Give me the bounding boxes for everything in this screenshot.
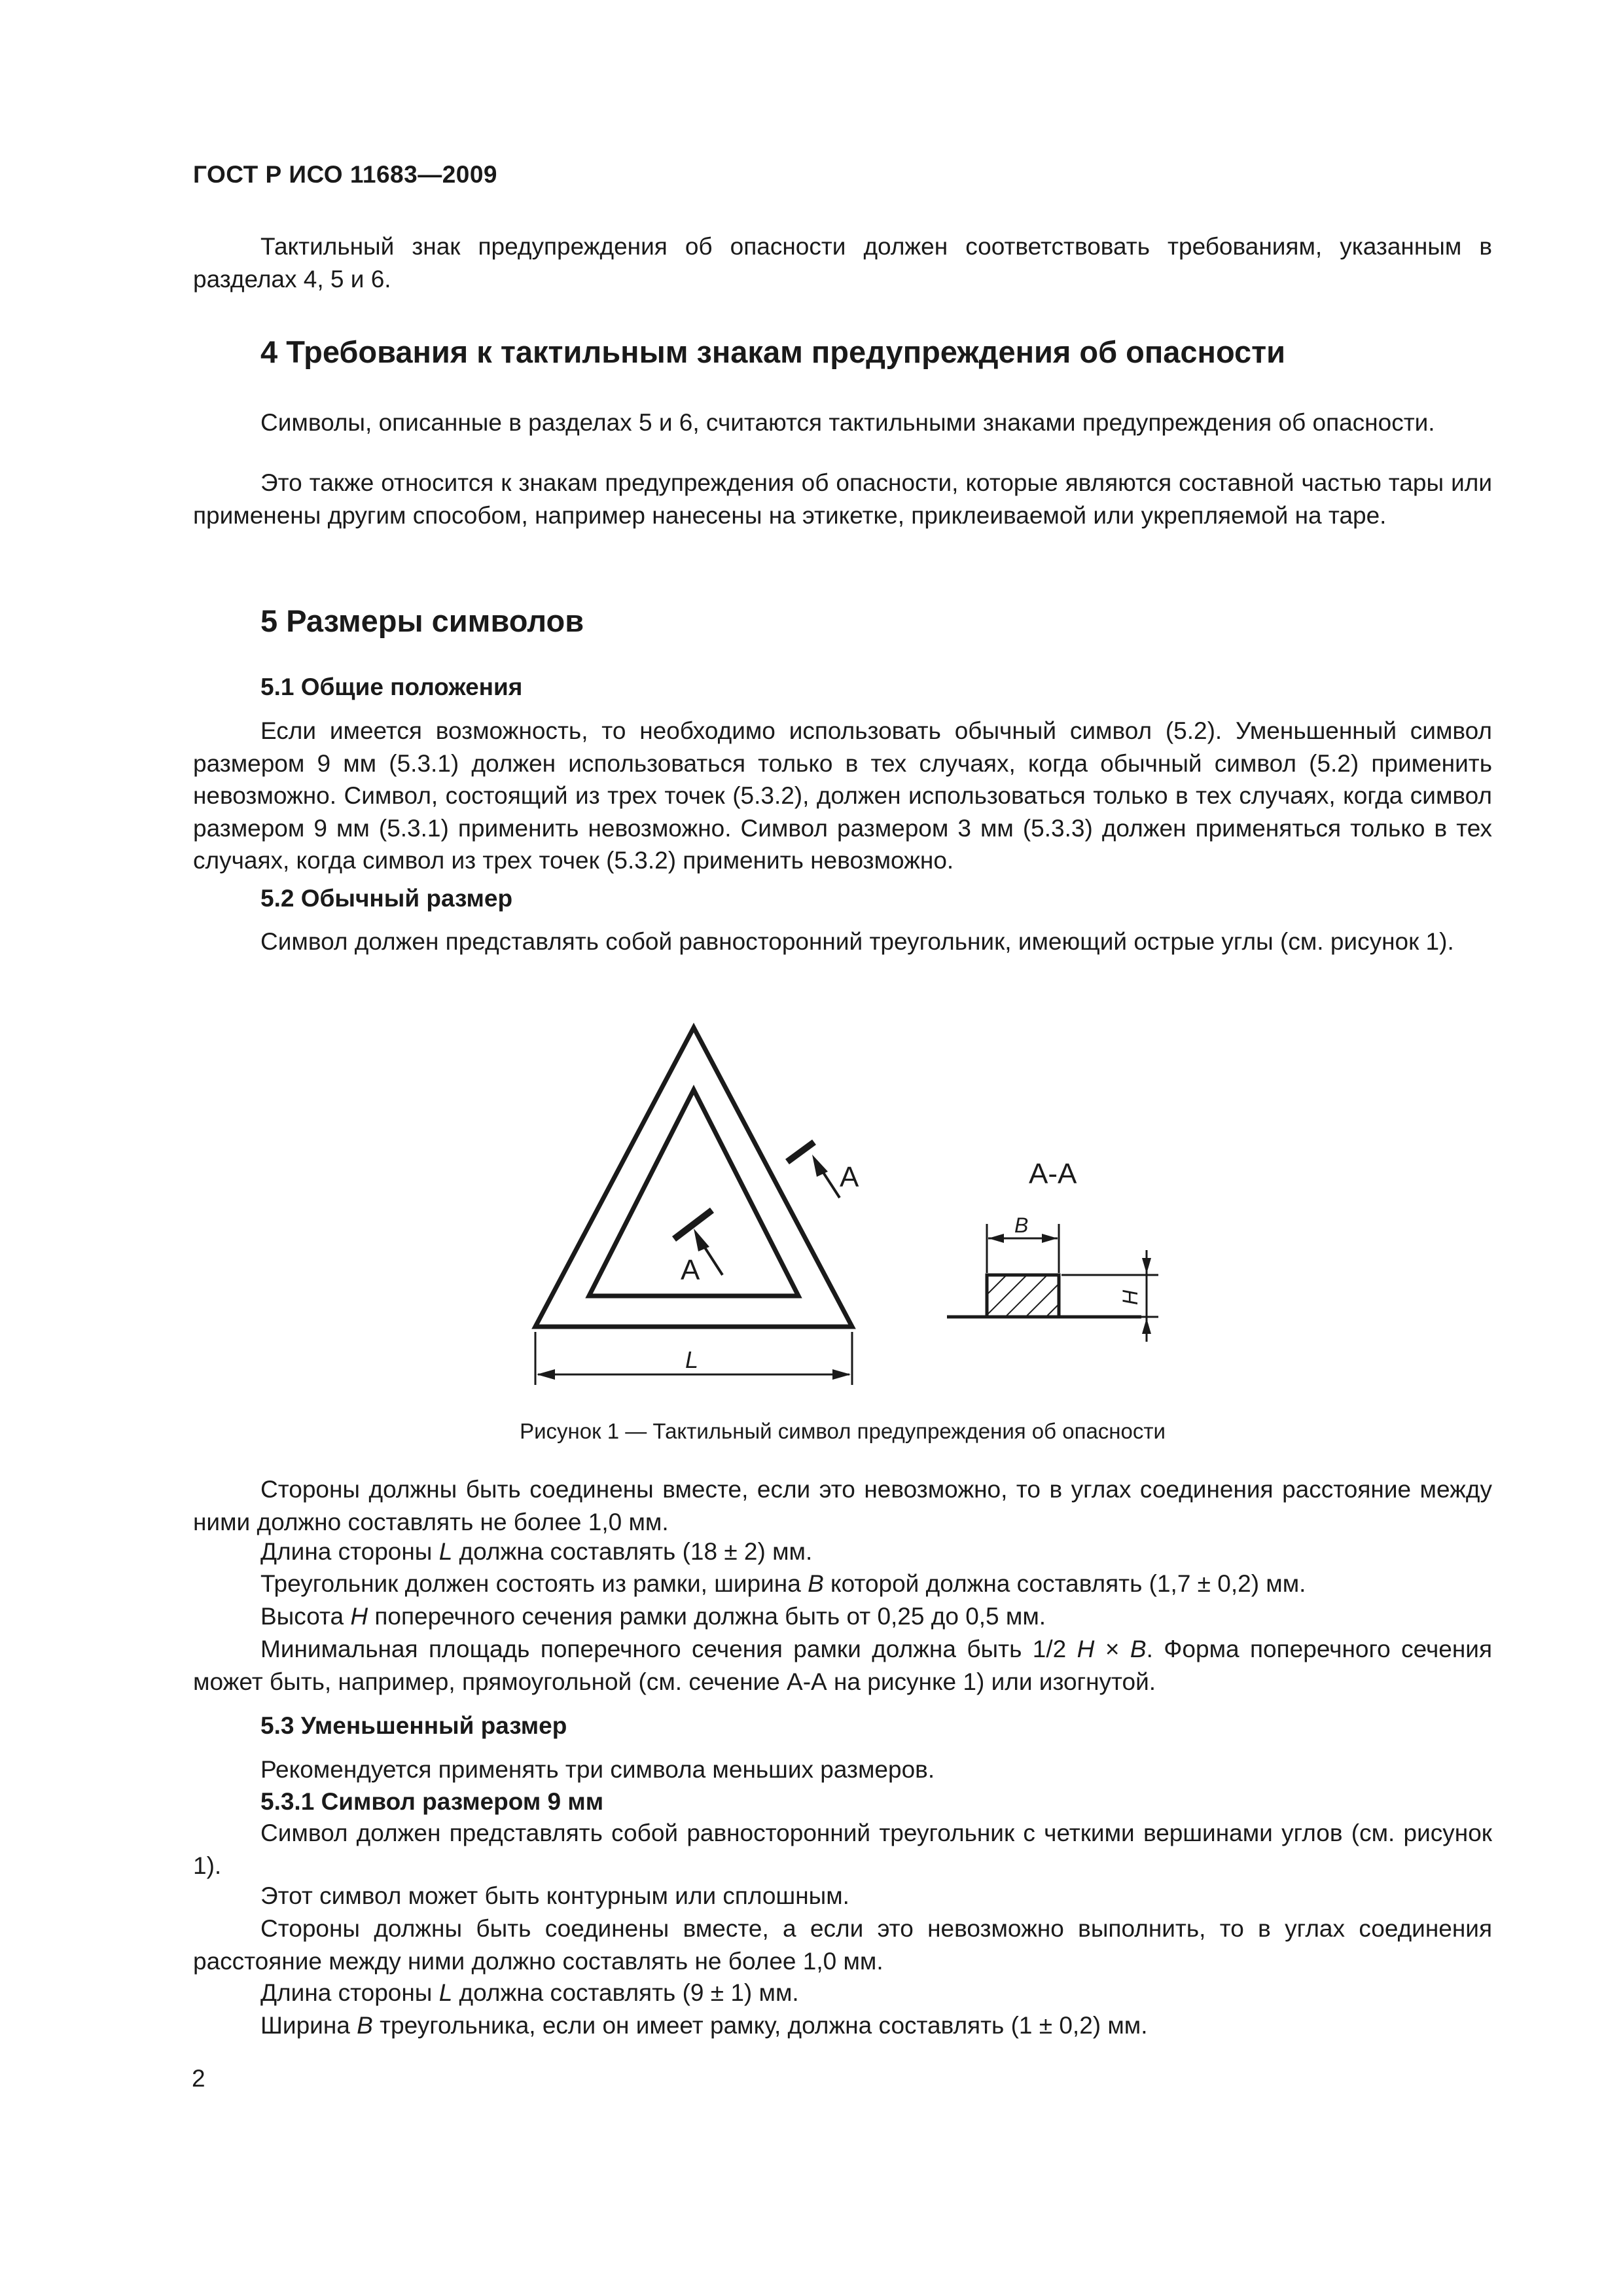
label-h: H (1118, 1289, 1142, 1305)
section-5-1-title: 5.1 Общие положения (260, 673, 523, 700)
section-5-3-paragraph: Рекомендуется применять три символа меньших размеров. (260, 1756, 935, 1783)
section-mark-inner (674, 1210, 712, 1239)
page-number: 2 (192, 2065, 205, 2092)
dimension-b-arrow-left (988, 1234, 1004, 1243)
frame-height-paragraph: Высота H поперечного сечения рамки должна быть от 0,25 до 0,5 мм. (260, 1603, 1046, 1630)
figure-1-caption: Рисунок 1 — Тактильный символ предупреждения об опасности (520, 1419, 1166, 1443)
after-figure-paragraph-1: Стороны должны быть соединены вместе, если это невозможно, то в углах соединения расстояние между ними должно составлять не более 1,0 мм. (193, 1476, 1492, 1535)
section-5-3-1-paragraph-2: Этот символ может быть контурным или сплошным. (260, 1882, 849, 1909)
section-5-3-1-title: 5.3.1 Символ размером 9 мм (260, 1788, 604, 1815)
section-5-title: 5 Размеры символов (260, 603, 584, 638)
section-5-3-1-paragraph-5: Ширина B треугольника, если он имеет рамку, должна составлять (1 ± 0,2) мм. (260, 2012, 1148, 2039)
section-5-2-paragraph: Символ должен представлять собой равносторонний треугольник, имеющий острые углы (см. рисунок 1). (260, 928, 1454, 955)
section-4-paragraph-2: Это также относится к знакам предупреждения об опасности, которые являются составной частью тары или применены другим способом, например нанесены на этикетке, приклеиваемой или укрепляемой на таре. (193, 469, 1492, 529)
intro-paragraph: Тактильный знак предупреждения об опасности должен соответствовать требованиям, указанным в разделах 4, 5 и 6. (193, 233, 1492, 293)
section-4-title: 4 Требования к тактильным знакам предупреждения об опасности (260, 334, 1286, 369)
dimension-b-arrow-right (1042, 1234, 1058, 1243)
section-aa-title: А-А (1029, 1158, 1077, 1190)
section-mark-outer (787, 1142, 814, 1162)
section-5-3-title: 5.3 Уменьшенный размер (260, 1712, 567, 1739)
dimension-l-arrow-left (537, 1369, 555, 1380)
document-header: ГОСТ Р ИСО 11683—2009 (193, 161, 498, 188)
section-arrowhead-outer (812, 1155, 828, 1177)
section-5-3-1-paragraph-4: Длина стороны L должна составлять (9 ± 1) мм. (260, 1979, 799, 2006)
label-a-inner: A (681, 1254, 700, 1286)
section-5-1-paragraph: Если имеется возможность, то необходимо использовать обычный символ (5.2). Уменьшенный символ размером 9 мм (5.3.1) должен использоваться только в тех случаях, когда обычный символ (5.2) применить невозможно. Символ, состоящий из трех точек (5.3.2), должен использоваться только в тех случаях, когда символ размером 9 мм (5.3.1) применить невозможно. Символ размером 3 мм (5.3.3) должен применяться только в тех случаях, когда символ из трех точек (5.3.2) применить невозможно. (193, 717, 1492, 874)
side-length-paragraph: Длина стороны L должна составлять (18 ± 2) мм. (260, 1538, 813, 1565)
section-4-paragraph-1: Символы, описанные в разделах 5 и 6, считаются тактильными знаками предупреждения об опасности. (260, 409, 1435, 436)
frame-width-paragraph: Треугольник должен состоять из рамки, ширина B которой должна составлять (1,7 ± 0,2) мм. (260, 1570, 1306, 1597)
dimension-h-arrow-bottom (1142, 1318, 1151, 1334)
section-5-2-title: 5.2 Обычный размер (260, 885, 513, 912)
label-b: B (1014, 1213, 1029, 1237)
section-arrowhead-inner (694, 1229, 709, 1251)
section-5-3-1-paragraph-1: Символ должен представлять собой равносторонний треугольник с четкими вершинами углов (см. рисунок 1). (193, 1820, 1492, 1879)
section-profile (987, 1275, 1059, 1317)
cross-section-paragraph: Минимальная площадь поперечного сечения рамки должна быть 1/2 H × B. Форма поперечного сечения может быть, например, прямоугольной (см. сечение А-А на рисунке 1) или изогнутой. (193, 1636, 1492, 1695)
section-5-3-1-paragraph-3: Стороны должны быть соединены вместе, а если это невозможно выполнить, то в углах соединения расстояние между ними должно составлять не более 1,0 мм. (193, 1915, 1492, 1975)
label-a-outer: A (840, 1161, 859, 1193)
dimension-h-arrow-top (1142, 1258, 1151, 1274)
label-l: L (685, 1346, 699, 1373)
dimension-l-arrow-right (832, 1369, 851, 1380)
